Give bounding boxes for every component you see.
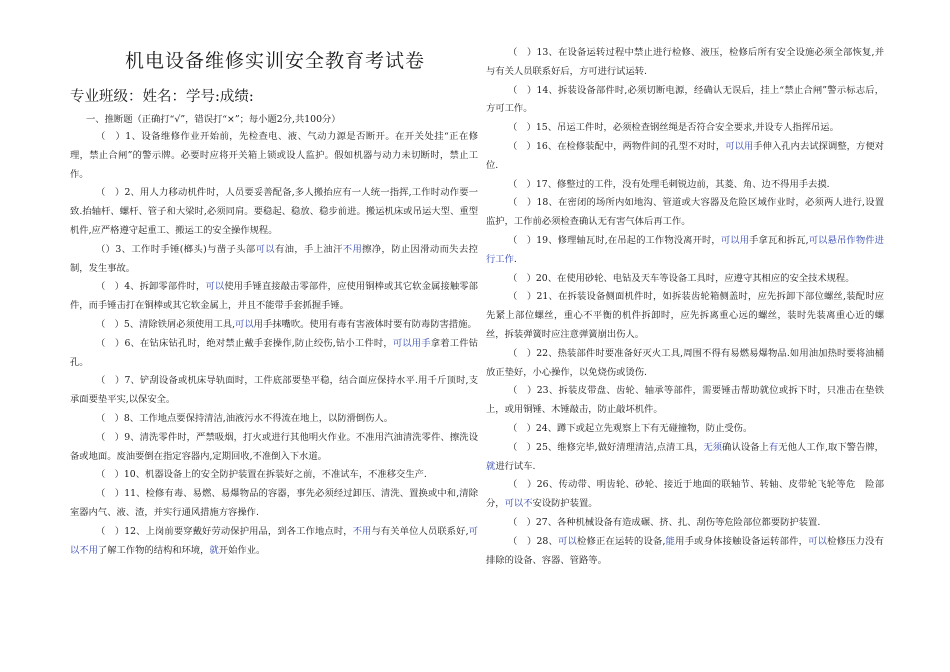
- question-item: [486, 382, 884, 420]
- question-text: （ ）24、蹲下或起立先观察上下有无碰撞物，防止受伤。: [508, 422, 753, 434]
- question-text: （ ）15、吊运工件时，必须检查钢丝绳是否符合安全要求,并设专人指挥吊运。: [508, 122, 839, 134]
- highlighted-text: 可以: [808, 535, 828, 547]
- question-text: （ ）19、修理轴瓦时,在吊起的工作物没离开时，: [508, 234, 721, 246]
- question-text: （ ）4、拆卸零部件时，: [96, 281, 206, 293]
- question-item: [486, 288, 884, 344]
- question-item: [486, 176, 884, 195]
- question-text: （ ）27、各种机械设备有造成碾、挤、扎、刮伤等危险部位都要防护装置.: [508, 516, 821, 528]
- highlighted-text: 可以用: [725, 140, 754, 152]
- highlighted-text: 不用: [352, 525, 372, 537]
- question-text: 确认设备上: [722, 441, 769, 453]
- student-info-line: 专业班级：姓名：学号:成绩:: [70, 89, 254, 105]
- question-text: （ ）6、在钻床钻孔时，绝对禁止戴手套操作,防止绞伤,钻小工件时，: [96, 337, 393, 349]
- section-heading: 一、推断题（正确打“√”，错误打“×”；每小题2分,共100分）: [86, 114, 341, 125]
- question-item: [70, 128, 478, 184]
- highlighted-text: 可以用手: [392, 337, 431, 349]
- question-item: [70, 335, 478, 373]
- highlighted-text: 可以: [235, 318, 254, 330]
- highlighted-text: 可以不用: [70, 525, 478, 556]
- question-text: （ ）5、清除铁屑必须使用工具,: [96, 318, 236, 330]
- highlighted-text: 可以: [255, 243, 275, 255]
- question-text: 检修压力没有排除的设备、容器、管路等。: [486, 535, 884, 566]
- question-text: 进行试车.: [495, 460, 536, 472]
- question-item: [70, 278, 478, 316]
- question-item: [486, 533, 884, 571]
- question-item: [70, 485, 478, 523]
- question-item: [486, 439, 884, 477]
- question-text: 有油，手上油汗: [274, 243, 343, 255]
- question-text: （ ）20、在使用砂轮、电钻及天车等设备工具时，应遵守其相应的安全技术规程。: [508, 272, 855, 284]
- highlighted-text: 可以用: [720, 234, 750, 246]
- question-text: （ ）11、检修有毒、易燃、易爆物品的容器，事先必须经过卸压、清洗、置换或中和,清除室器内气、液、渣，并实行通风措施方容操作.: [70, 488, 478, 518]
- question-item: [70, 372, 478, 410]
- question-text: 用手抹嘴吹。使用有毒有害液体时要有防毒防害措施。: [253, 318, 477, 330]
- question-text: （ ）18、在密闭的场所内如地沟、管道或大容器及危险区域作业时，必须两人进行,设置监护，工作前必须检查确认无有害气体后再工作。: [486, 197, 884, 228]
- right-question-list: [486, 44, 884, 570]
- question-item: [70, 184, 478, 240]
- left-question-list: [70, 128, 478, 560]
- question-item: [486, 119, 884, 138]
- highlighted-text: 能: [665, 535, 676, 547]
- question-text: 开始作业。: [218, 544, 266, 556]
- highlighted-text: 就: [486, 460, 496, 472]
- exam-title: 机电设备维修实训安全教育考试卷: [124, 50, 425, 72]
- question-text: （ ）1、设备维修作业开始前，先检查电、液、气动力源是否断开。在开关处挂“正在修理，禁止合闸”的警示牌。必要时应将开关箱上锁或设人监护。假如机器与动力未切断时，禁止工作。: [70, 131, 478, 180]
- highlighted-text: 不用: [342, 243, 363, 255]
- question-text: 使用手锤直接敲击零部件，应使用铜棒或其它软金属接触零部件，而手锤击打在铜棒或其它软金属上，并且不能带手套抓握手锤。: [70, 281, 478, 312]
- highlighted-text: 可以悬吊作物件进行工作: [486, 234, 884, 265]
- question-text: （ ）8、工作地点要保持清洁,油液污水不得流在地上，以防滑倒伤人。: [96, 412, 394, 424]
- question-item: [70, 241, 478, 279]
- question-text: （ ）12、上岗前要穿戴好劳动保护用品，到各工作地点时，: [96, 525, 353, 537]
- question-text: 检修正在运转的设备,: [577, 535, 666, 547]
- question-item: [486, 82, 884, 120]
- question-text: 擦净，防止因滑动而失去控制，发生事故。: [70, 243, 478, 274]
- highlighted-text: 可以: [558, 535, 578, 547]
- question-text: 无他人工作,取下警告牌，: [778, 441, 884, 453]
- question-text: （ ）21、在拆装设备侧面机件时，如拆装齿轮箱侧盖时，应先拆卸下部位螺丝,装配时应先紧上部位螺丝，重心不平衡的机件拆卸时，应先拆离重心远的螺丝，装时先装离重心近的螺丝，拆装弹簧时应注意弹簧崩出伤人。: [486, 291, 884, 340]
- question-text: （ ）9、清洗零件时，严禁吸烟，打火或进行其他明火作业。不准用汽油清洗零件、擦洗设备或地面。废油要倒在指定容器内,定期回收,不准倒入下水道。: [70, 431, 478, 462]
- question-text: （ ）26、传动带、明齿轮、砂轮、接近于地面的联轴节、转轴、皮带轮飞轮等危 险部分，: [486, 479, 884, 510]
- question-text: 手伸入孔内去试探调整，方便对位.: [486, 140, 884, 171]
- question-text: （ ）22、热装部件时要准备好灭火工具,周围不得有易燃易爆物品.如用油加热时要将油桶放正垫好，小心操作，以免烧伤或烫伤.: [486, 347, 884, 378]
- question-item: [486, 194, 884, 232]
- question-text: 拿着工件钻孔。: [70, 337, 478, 368]
- question-item: [70, 466, 478, 485]
- question-text: 与有关单位人员联系好,: [371, 525, 469, 537]
- question-text: （ ）16、在检修装配中，两物件间的孔型不对时，: [508, 140, 726, 152]
- question-item: [486, 138, 884, 176]
- question-text: .: [513, 253, 517, 265]
- question-text: （ ）14、拆装设备部件时,必须切断电源，经确认无误后，挂上“禁止合闸”警示标志后，方可工作。: [486, 84, 884, 115]
- question-item: [70, 410, 478, 429]
- question-text: （ ）13、在设备运转过程中禁止进行检修、液压，检修后所有安全设施必须全部恢复,并与有关人员联系好后，方可进行试运转.: [486, 47, 884, 77]
- question-text: 用手或身体接触设备运转部件，: [675, 535, 809, 547]
- question-item: [486, 345, 884, 383]
- question-text: 安设防护装置。: [532, 498, 598, 510]
- question-item: [70, 523, 478, 561]
- highlighted-text: 有: [768, 441, 779, 453]
- question-text: （ ）23、拆装皮带盘、齿轮、轴承等部件，需要锤击帮助就位或拆下时，只准击在垫铁上，或用铜锤、木锤敲击，防止敲坏机件。: [486, 385, 884, 416]
- question-item: [486, 476, 884, 514]
- question-text: （）3、工作时手锤(榔头)与凿子头部: [96, 243, 256, 255]
- question-item: [70, 316, 478, 335]
- question-text: （ ）25、维修完毕,做好清理清洁,点清工具，: [508, 441, 704, 453]
- question-item: [486, 270, 884, 289]
- question-text: （ ）28、: [508, 535, 559, 547]
- question-item: [486, 420, 884, 439]
- question-item: [486, 232, 884, 270]
- highlighted-text: 无须: [703, 441, 723, 453]
- question-item: [486, 44, 884, 82]
- highlighted-text: 可以: [205, 281, 225, 293]
- question-item: [486, 514, 884, 533]
- question-text: 手拿瓦和拆瓦,: [749, 234, 809, 246]
- question-item: [70, 429, 478, 467]
- highlighted-text: 可以不: [504, 498, 533, 510]
- question-text: （ ）7、铲刮设备或机床导轨面时，工件底部要垫平稳，结合面应保持水平.用千斤顶时,支承面要垫平实,以保安全。: [70, 375, 478, 406]
- question-text: （ ）10、机器设备上的安全防护装置在拆装好之前，不准试车，不准移交生产.: [96, 469, 427, 481]
- question-text: 了解工作物的结构和环境，: [97, 544, 210, 556]
- highlighted-text: 就: [209, 544, 219, 556]
- question-text: （ ）17、修整过的工件，没有处理毛刺锐边前，其菱、角、边不得用手去摸.: [508, 178, 830, 190]
- question-text: （ ）2、用人力移动机件时，人员要妥善配备,多人搬抬应有一人统一指挥,工作时动作要一致.抬轴杆、螺杆、管子和大梁时,必须同肩。要稳起、稳放、稳步前进。搬运机床或吊运大型、重型机件,应严格遵守起重工、搬运工的安全操作规程。: [70, 187, 478, 236]
